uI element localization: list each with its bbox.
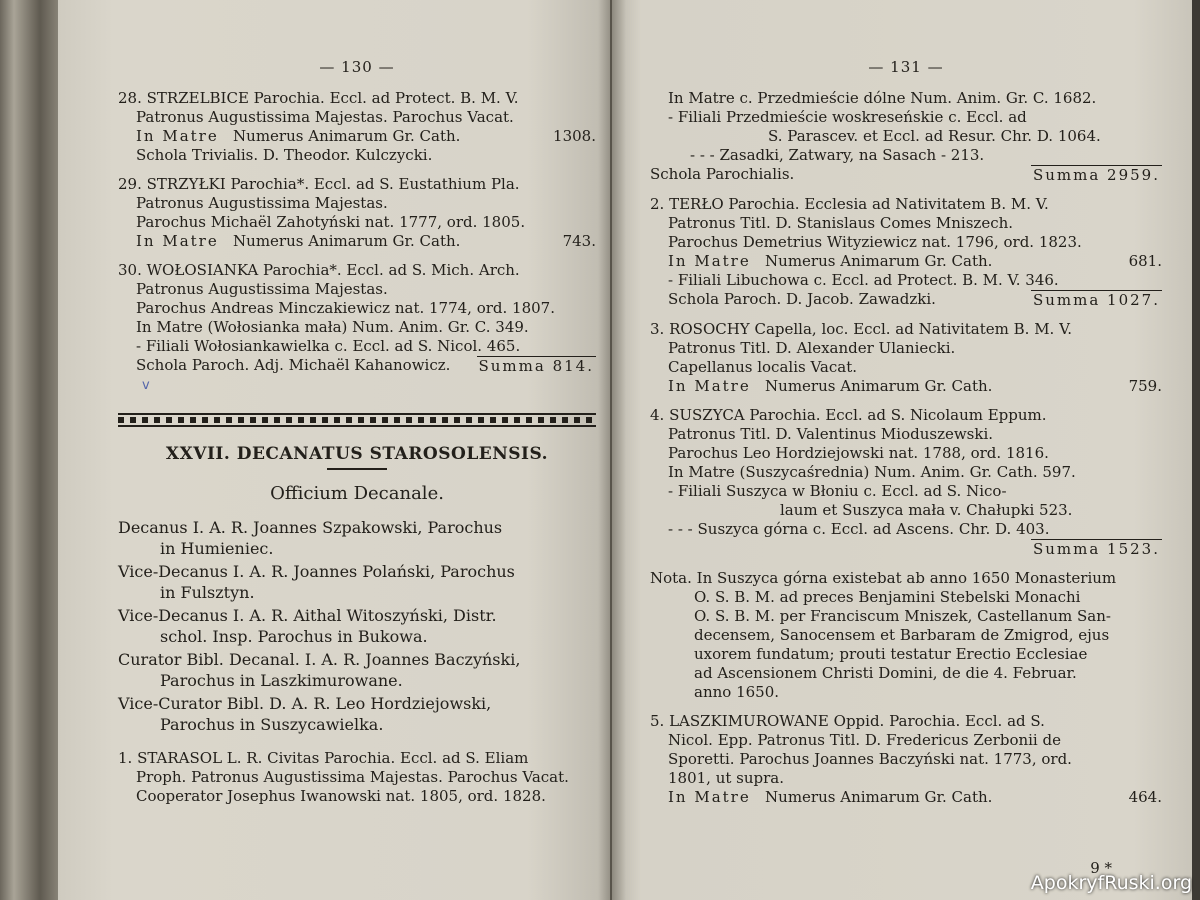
officium-line: Curator Bibl. Decanal. I. A. R. Joannes Baczyński, bbox=[118, 650, 521, 669]
entry-line: Nicol. Epp. Patronus Titl. D. Fredericus Zerbonii de bbox=[668, 731, 1061, 749]
schola-text: Schola Paroch. Adj. Michaël Kahanowicz. bbox=[136, 356, 451, 374]
matre-text: Numerus Animarum Gr. Cath. bbox=[765, 788, 993, 806]
officium-line: in Humieniec. bbox=[160, 539, 274, 558]
watermark-text: ApokryfRuski.org bbox=[1030, 872, 1192, 894]
summa-total: Summa 814. bbox=[478, 357, 594, 375]
schola-summa-row bbox=[118, 356, 596, 376]
summa-total: Summa 1523. bbox=[1032, 540, 1160, 558]
entry-line: Patronus Titl. D. Alexander Ulaniecki. bbox=[668, 339, 956, 357]
officium-line: schol. Insp. Parochus in Bukowa. bbox=[160, 627, 428, 646]
entry-line: Parochus Andreas Minczakiewicz nat. 1774, ord. 1807. bbox=[136, 299, 555, 317]
entry-line: 1801, ut supra. bbox=[668, 769, 785, 787]
matre-value: 464. bbox=[1128, 788, 1162, 806]
book-gutter bbox=[598, 0, 626, 900]
nota-line: O. S. B. M. per Franciscum Mniszek, Castellanum San- bbox=[694, 607, 1111, 625]
parish-entry bbox=[118, 89, 596, 165]
entry-line: In Matre (Wołosianka mała) Num. Anim. Gr. C. 349. bbox=[136, 318, 529, 336]
officium-line: in Fulsztyn. bbox=[160, 583, 255, 602]
officium-line: Decanus I. A. R. Joannes Szpakowski, Parochus bbox=[118, 518, 503, 537]
entry-line: 28. STRZELBICE Parochia. Eccl. ad Protect. B. M. V. bbox=[118, 89, 519, 107]
entry-line: Patronus Augustissima Majestas. bbox=[136, 194, 388, 212]
summa-row bbox=[650, 539, 1162, 559]
pencil-mark: v bbox=[142, 378, 150, 393]
entry-line: 2. TERŁO Parochia. Ecclesia ad Nativitatem B. M. V. bbox=[650, 195, 1049, 213]
nota-block bbox=[650, 569, 1162, 702]
nota-line: O. S. B. M. ad preces Benjamini Stebelski Monachi bbox=[694, 588, 1081, 606]
matre-text: Numerus Animarum Gr. Cath. bbox=[233, 232, 461, 250]
entry-line: S. Parascev. et Eccl. ad Resur. Chr. D. 1064. bbox=[768, 127, 1101, 145]
matre-row bbox=[118, 232, 596, 251]
parish-entry bbox=[118, 261, 596, 395]
matre-row bbox=[650, 377, 1162, 396]
officium-line: Vice-Decanus I. A. R. Joannes Polański, Parochus bbox=[118, 562, 515, 581]
entry-line: Parochus Leo Hordziejowski nat. 1788, ord. 1816. bbox=[668, 444, 1049, 462]
matre-value: 759. bbox=[1128, 377, 1162, 395]
matre-text: Numerus Animarum Gr. Cath. bbox=[765, 377, 993, 395]
matre-value: 743. bbox=[562, 232, 596, 250]
matre-value: 1308. bbox=[553, 127, 596, 145]
entry-line: 4. SUSZYCA Parochia. Eccl. ad S. Nicolaum Eppum. bbox=[650, 406, 1047, 424]
matre-label: In Matre bbox=[136, 127, 219, 145]
officium-line: Vice-Curator Bibl. D. A. R. Leo Hordziejowski, bbox=[118, 694, 492, 713]
schola-text: Schola Parochialis. bbox=[650, 165, 795, 183]
entry-line: Patronus Titl. D. Valentinus Mioduszewski. bbox=[668, 425, 994, 443]
entry-line: Capellanus localis Vacat. bbox=[668, 358, 857, 376]
entry-line: 30. WOŁOSIANKA Parochia*. Eccl. ad S. Mich. Arch. bbox=[118, 261, 520, 279]
entry-line: - Filiali Przedmieście woskreseńskie c. Eccl. ad bbox=[668, 108, 1027, 126]
entry-line: 3. ROSOCHY Capella, loc. Eccl. ad Nativitatem B. M. V. bbox=[650, 320, 1073, 338]
parish-entry bbox=[650, 406, 1162, 559]
matre-row bbox=[118, 127, 596, 146]
matre-label: In Matre bbox=[668, 377, 751, 395]
ornamental-divider bbox=[118, 413, 596, 427]
entry-line: Proph. Patronus Augustissima Majestas. Parochus Vacat. bbox=[136, 768, 569, 786]
page-number: — 131 — bbox=[868, 58, 944, 76]
continued-entry bbox=[650, 89, 1162, 185]
parish-entry bbox=[650, 195, 1162, 310]
matre-text: Numerus Animarum Gr. Cath. bbox=[233, 127, 461, 145]
entry-line: - - - Zasadki, Zatwary, na Sasach - 213. bbox=[690, 146, 985, 164]
entry-line: - - - Suszyca górna c. Eccl. ad Ascens. Chr. D. 403. bbox=[668, 520, 1050, 538]
officium-line: Parochus in Suszycawielka. bbox=[160, 715, 384, 734]
entry-line: 29. STRZYŁKI Parochia*. Eccl. ad S. Eustathium Pla. bbox=[118, 175, 520, 193]
officium-item bbox=[118, 605, 596, 647]
summa-total: Summa 2959. bbox=[1032, 166, 1160, 184]
entry-line: Sporetti. Parochus Joannes Baczyński nat. 1773, ord. bbox=[668, 750, 1072, 768]
nota-line: decensem, Sanocensem et Barbaram de Zmigrod, ejus bbox=[694, 626, 1110, 644]
parish-entry bbox=[650, 320, 1162, 396]
parish-entry bbox=[650, 712, 1162, 807]
entry-line: Schola Trivialis. D. Theodor. Kulczycki. bbox=[136, 146, 433, 164]
entry-line: Parochus Michaël Zahotyński nat. 1777, ord. 1805. bbox=[136, 213, 526, 231]
entry-line: laum et Suszyca mała v. Chałupki 523. bbox=[780, 501, 1073, 519]
entry-line: Cooperator Josephus Iwanowski nat. 1805, ord. 1828. bbox=[136, 787, 546, 805]
parish-entry bbox=[118, 175, 596, 251]
entry-line: In Matre c. Przedmieście dólne Num. Anim. Gr. C. 1682. bbox=[668, 89, 1097, 107]
entry-line: - Filiali Libuchowa c. Eccl. ad Protect. B. M. V. 346. bbox=[668, 271, 1059, 289]
nota-line: anno 1650. bbox=[694, 683, 780, 701]
entry-line: Patronus Augustissima Majestas. Parochus Vacat. bbox=[136, 108, 514, 126]
schola-summa-row bbox=[650, 290, 1162, 310]
schola-text: Schola Paroch. D. Jacob. Zawadzki. bbox=[668, 290, 936, 308]
entry-line: - Filiali Suszyca w Błoniu c. Eccl. ad S. Nico- bbox=[668, 482, 1007, 500]
officium-item bbox=[118, 561, 596, 603]
matre-label: In Matre bbox=[668, 788, 751, 806]
officium-line: Parochus in Laszkimurowane. bbox=[160, 671, 403, 690]
entry-line: Patronus Augustissima Majestas. bbox=[136, 280, 388, 298]
entry-line: Patronus Titl. D. Stanislaus Comes Mniszech. bbox=[668, 214, 1014, 232]
matre-label: In Matre bbox=[668, 252, 751, 270]
matre-value: 681. bbox=[1128, 252, 1162, 270]
officium-title: Officium Decanale. bbox=[270, 483, 444, 504]
decanatus-title: XXVII. DECANATUS STAROSOLENSIS. bbox=[165, 444, 549, 464]
nota-line: uxorem fundatum; prouti testatur Erectio Ecclesiae bbox=[694, 645, 1088, 663]
signature-mark: 9 * bbox=[1090, 859, 1112, 877]
summa-total: Summa 1027. bbox=[1032, 291, 1160, 309]
officium-item bbox=[118, 693, 596, 735]
entry-line: In Matre (Suszycaśrednia) Num. Anim. Gr. Cath. 597. bbox=[668, 463, 1076, 481]
officium-item bbox=[118, 649, 596, 691]
entry-line: 5. LASZKIMUROWANE Oppid. Parochia. Eccl. ad S. bbox=[650, 712, 1045, 730]
nota-line: Nota. In Suszyca górna existebat ab anno 1650 Monasterium bbox=[650, 569, 1117, 587]
matre-label: In Matre bbox=[136, 232, 219, 250]
entry-line: 1. STARASOL L. R. Civitas Parochia. Eccl. ad S. Eliam bbox=[118, 749, 529, 767]
schola-summa-row bbox=[650, 165, 1162, 185]
right-page bbox=[612, 0, 1192, 900]
matre-text: Numerus Animarum Gr. Cath. bbox=[765, 252, 993, 270]
matre-row bbox=[650, 788, 1162, 807]
left-page bbox=[58, 0, 610, 900]
page-number: — 130 — bbox=[319, 58, 395, 76]
entry-line: - Filiali Wołosiankawielka c. Eccl. ad S. Nicol. 465. bbox=[136, 337, 521, 355]
matre-row bbox=[650, 252, 1162, 271]
parish-entry bbox=[118, 749, 596, 806]
officium-item bbox=[118, 517, 596, 559]
title-rule bbox=[327, 468, 387, 470]
entry-line: Parochus Demetrius Wityziewicz nat. 1796, ord. 1823. bbox=[668, 233, 1082, 251]
officium-line: Vice-Decanus I. A. R. Aithal Witoszyński, Distr. bbox=[118, 606, 497, 625]
nota-line: ad Ascensionem Christi Domini, de die 4. Februar. bbox=[694, 664, 1077, 682]
